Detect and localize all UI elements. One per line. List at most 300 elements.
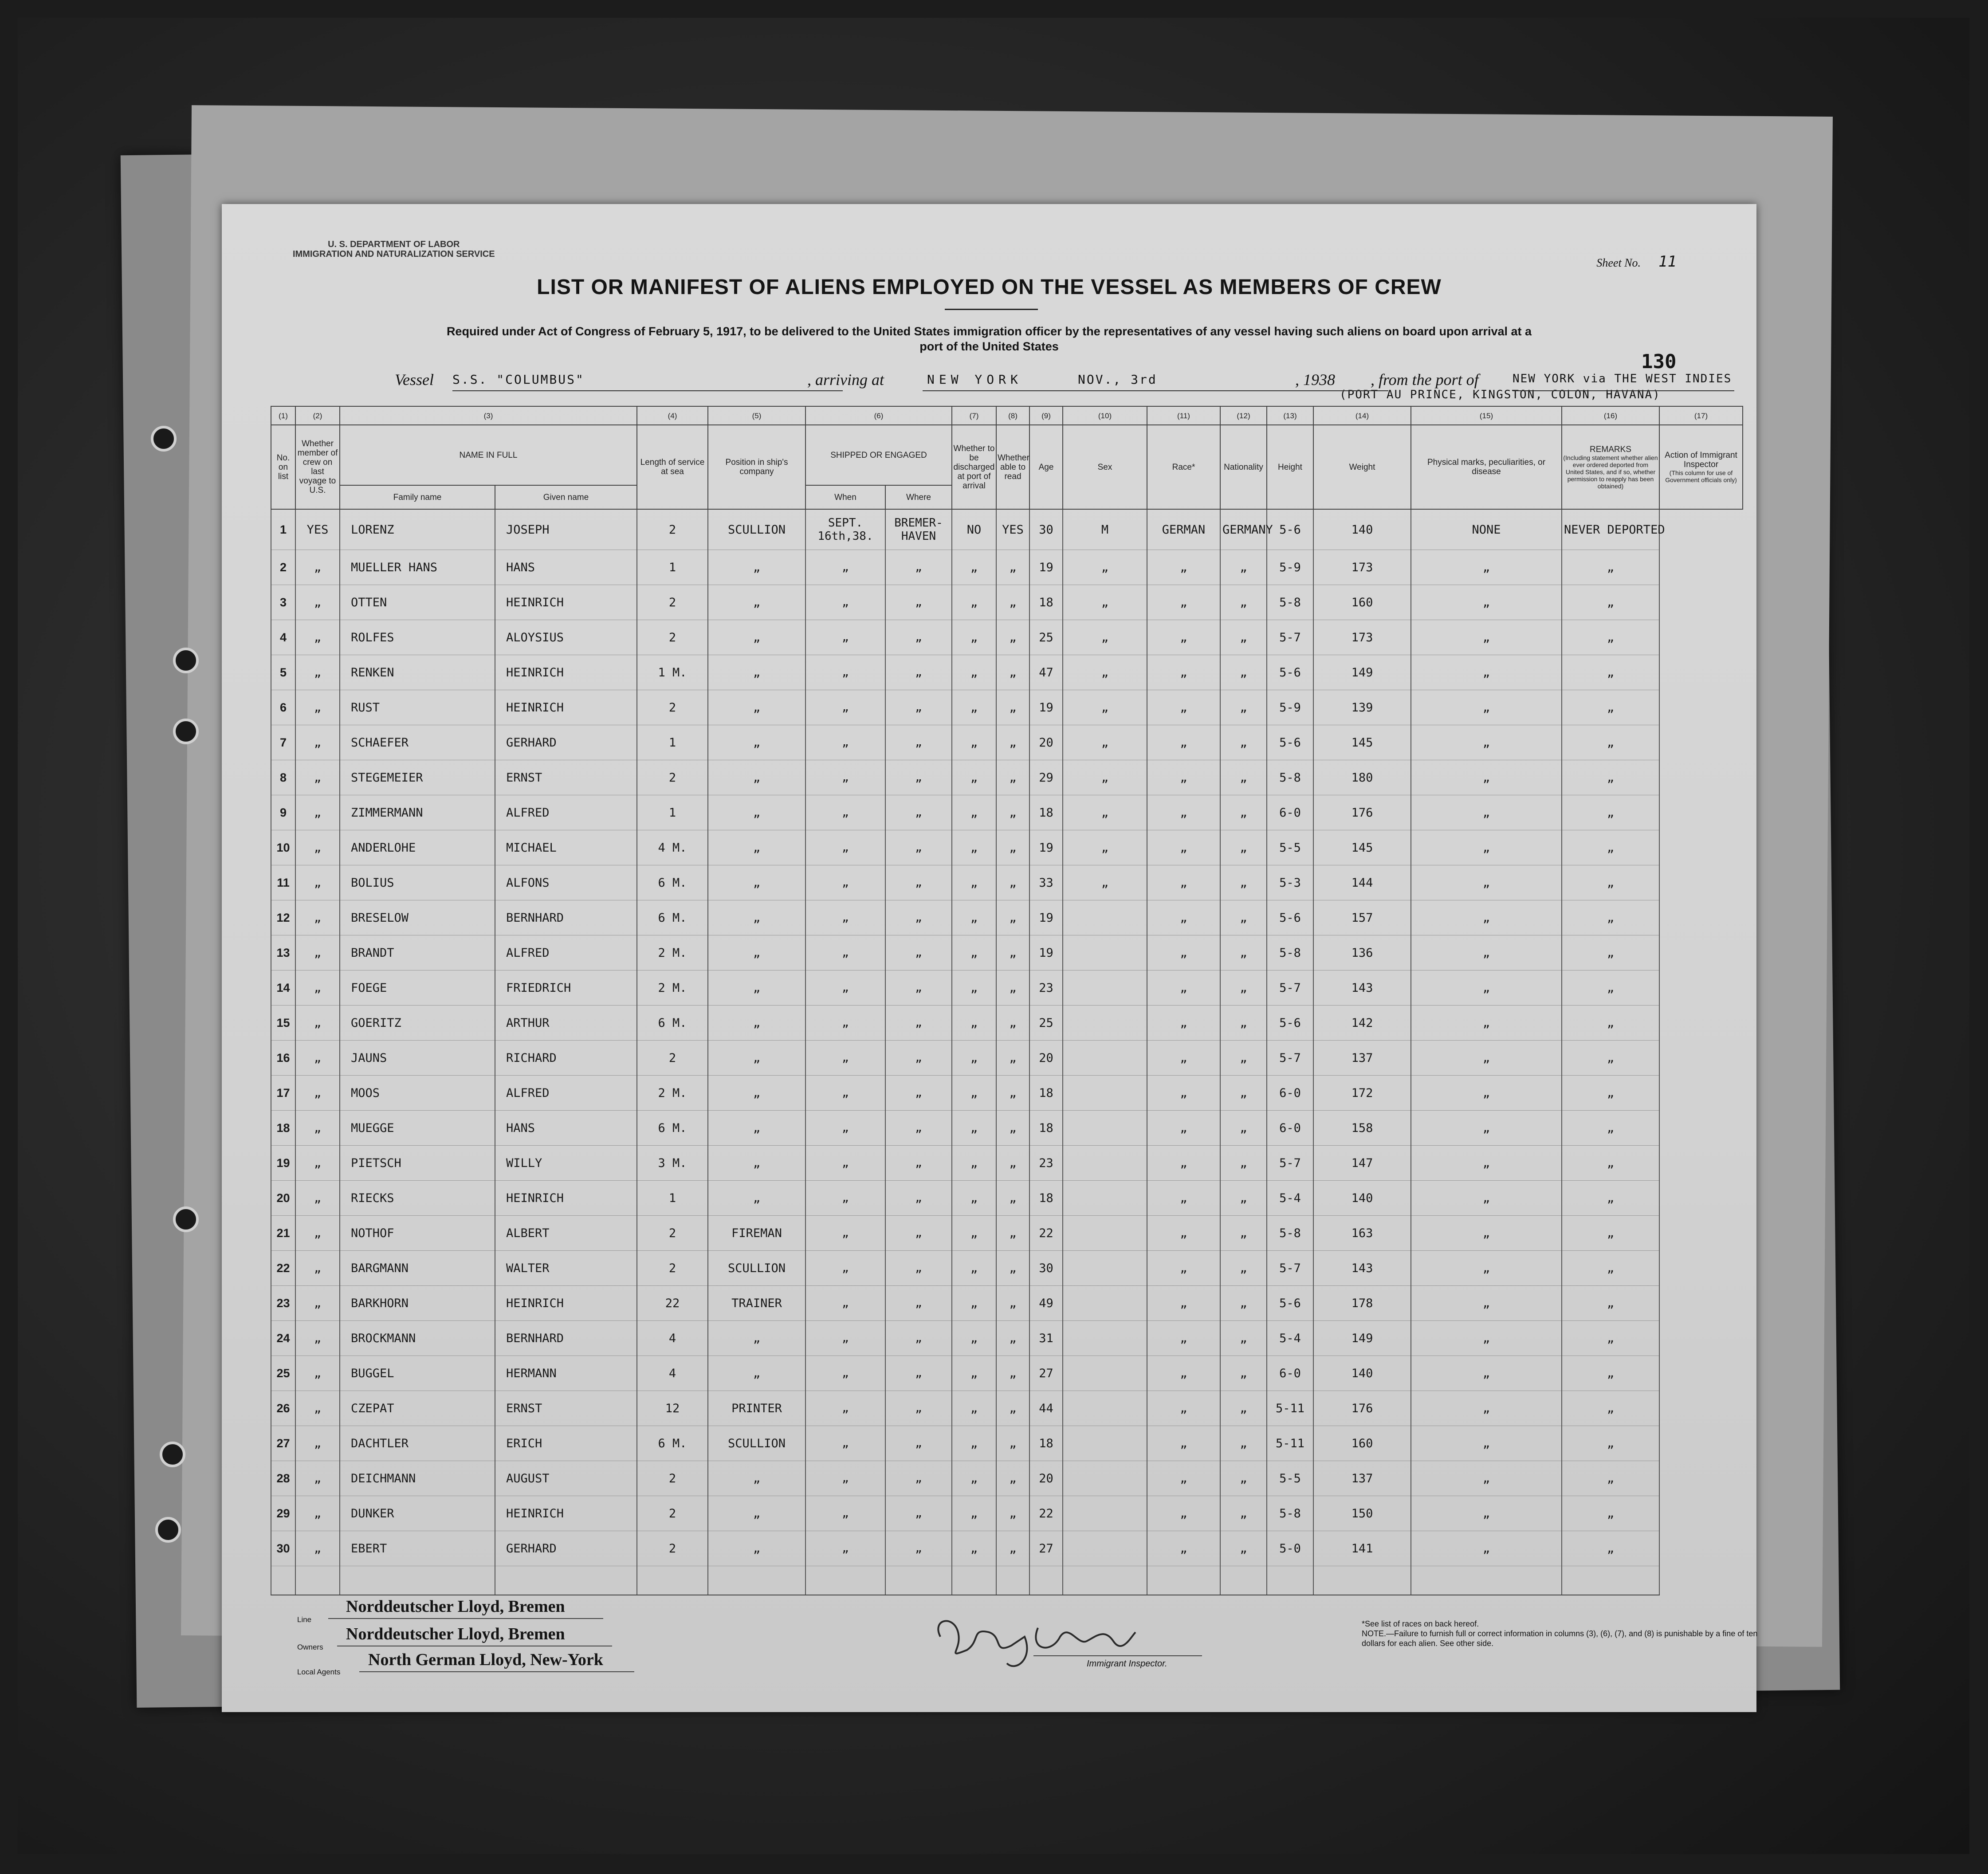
cell-position: „ [708,900,805,935]
cell-given-name: HANS [495,1111,637,1146]
cell-height: 5-5 [1267,830,1313,865]
cell-weight: 150 [1313,1496,1411,1531]
cell-shipped-when: „ [805,760,885,795]
cell-shipped-when: „ [805,1496,885,1531]
crew-manifest-table [271,406,1743,1595]
cell-shipped-when: „ [805,1426,885,1461]
arrival-port: NEW YORK [927,372,1022,387]
cell-position: „ [708,1461,805,1496]
header-discharged: Whether to be discharged at port of arrival [952,425,996,509]
cell-previous-voyage: „ [295,1216,340,1251]
table-row [271,1041,1743,1076]
cell-row-number: 7 [271,725,295,760]
col-num: (4) [637,406,708,425]
cell-previous-voyage: „ [295,1286,340,1321]
cell-length-of-service: 6 M. [637,865,708,900]
cell-race: „ [1147,620,1220,655]
cell-nationality: „ [1220,760,1267,795]
cell-family-name: NOTHOF [340,1216,495,1251]
cell-to-be-discharged: „ [952,900,996,935]
cell-row-number: 26 [271,1391,295,1426]
empty-cell [708,1566,805,1595]
cell-height: 5-8 [1267,760,1313,795]
cell-length-of-service: 2 M. [637,1076,708,1111]
header-shipped: SHIPPED OR ENGAGED [805,425,952,485]
cell-physical-marks: „ [1411,1531,1562,1566]
cell-sex: „ [1063,795,1147,830]
cell-row-number: 27 [271,1426,295,1461]
line-label: Line [297,1615,312,1624]
cell-row-number: 12 [271,900,295,935]
header-nationality: Nationality [1220,425,1267,509]
cell-physical-marks: „ [1411,1111,1562,1146]
cell-row-number: 10 [271,830,295,865]
cell-race: „ [1147,1076,1220,1111]
cell-sex [1063,1426,1147,1461]
cell-weight: 173 [1313,620,1411,655]
cell-shipped-where: „ [885,1461,952,1496]
cell-shipped-where: „ [885,795,952,830]
cell-given-name: ALFONS [495,865,637,900]
cell-height: 5-4 [1267,1321,1313,1356]
cell-family-name: SCHAEFER [340,725,495,760]
cell-nationality: „ [1220,1216,1267,1251]
cell-to-be-discharged: „ [952,1146,996,1181]
cell-sex [1063,1321,1147,1356]
table-row [271,1356,1743,1391]
cell-position: „ [708,795,805,830]
cell-weight: 160 [1313,1426,1411,1461]
cell-family-name: MOOS [340,1076,495,1111]
cell-given-name: HERMANN [495,1356,637,1391]
empty-cell [1267,1566,1313,1595]
cell-age: 18 [1029,1426,1063,1461]
header-action [1659,425,1743,509]
table-row [271,760,1743,795]
departure-ports-via: (PORT AU PRINCE, KINGSTON, COLON, HAVANA) [1340,388,1661,401]
cell-row-number: 21 [271,1216,295,1251]
cell-physical-marks: „ [1411,865,1562,900]
cell-previous-voyage: „ [295,1251,340,1286]
cell-to-be-discharged: „ [952,1006,996,1041]
cell-previous-voyage: „ [295,795,340,830]
cell-given-name: RICHARD [495,1041,637,1076]
cell-physical-marks: „ [1411,1216,1562,1251]
cell-shipped-where: „ [885,1496,952,1531]
cell-sex: „ [1063,830,1147,865]
cell-position: „ [708,1496,805,1531]
cell-position: „ [708,1006,805,1041]
cell-previous-voyage: „ [295,1321,340,1356]
cell-shipped-when: „ [805,1076,885,1111]
page-subtitle [346,324,1632,354]
cell-given-name: ALFRED [495,795,637,830]
col-num: (13) [1267,406,1313,425]
cell-length-of-service: 2 [637,1531,708,1566]
cell-weight: 137 [1313,1461,1411,1496]
cell-remarks: „ [1562,1496,1659,1531]
cell-nationality: „ [1220,585,1267,620]
cell-sex [1063,1496,1147,1531]
cell-nationality: „ [1220,900,1267,935]
cell-position: SCULLION [708,1251,805,1286]
cell-race: „ [1147,690,1220,725]
cell-nationality: „ [1220,830,1267,865]
cell-to-be-discharged: „ [952,1286,996,1321]
agents-label: Local Agents [297,1668,341,1676]
header-no-on-list: No. on list [271,425,295,509]
cell-length-of-service: 22 [637,1286,708,1321]
cell-family-name: DUNKER [340,1496,495,1531]
cell-given-name: HEINRICH [495,1286,637,1321]
cell-to-be-discharged: „ [952,935,996,970]
remarks-note: (Including statement whether alien ever ordered deported from United States, and if so, whether permission to reapply has been obtained) [1563,454,1658,490]
punch-hole [173,1206,199,1232]
cell-weight: 140 [1313,509,1411,550]
cell-weight: 144 [1313,865,1411,900]
cell-shipped-where: „ [885,1111,952,1146]
cell-weight: 149 [1313,1321,1411,1356]
cell-position: SCULLION [708,1426,805,1461]
cell-remarks: „ [1562,1286,1659,1321]
cell-able-to-read: „ [996,1496,1029,1531]
cell-position: „ [708,1531,805,1566]
cell-length-of-service: 4 [637,1321,708,1356]
cell-nationality: „ [1220,970,1267,1006]
cell-sex [1063,935,1147,970]
cell-row-number: 14 [271,970,295,1006]
cell-previous-voyage: „ [295,550,340,585]
punch-hole [173,719,199,744]
cell-nationality: „ [1220,1181,1267,1216]
cell-previous-voyage: „ [295,1356,340,1391]
cell-able-to-read: „ [996,1356,1029,1391]
cell-length-of-service: 3 M. [637,1146,708,1181]
cell-age: 22 [1029,1216,1063,1251]
cell-family-name: RENKEN [340,655,495,690]
cell-height: 5-6 [1267,1006,1313,1041]
cell-remarks: „ [1562,1461,1659,1496]
cell-to-be-discharged: „ [952,1216,996,1251]
cell-race: „ [1147,1391,1220,1426]
cell-sex [1063,1286,1147,1321]
table-row [271,1496,1743,1531]
cell-nationality: „ [1220,1391,1267,1426]
cell-shipped-where: „ [885,935,952,970]
cell-length-of-service: 2 [637,509,708,550]
table-row [271,1531,1743,1566]
cell-to-be-discharged: „ [952,1461,996,1496]
cell-race: „ [1147,1426,1220,1461]
cell-race: „ [1147,865,1220,900]
cell-shipped-when: „ [805,1146,885,1181]
cell-shipped-where: „ [885,1391,952,1426]
header-family-name: Family name [340,485,495,509]
cell-height: 5-11 [1267,1426,1313,1461]
cell-sex: M [1063,509,1147,550]
cell-family-name: CZEPAT [340,1391,495,1426]
cell-height: 5-6 [1267,900,1313,935]
cell-physical-marks: „ [1411,1251,1562,1286]
cell-family-name: DEICHMANN [340,1461,495,1496]
cell-weight: 173 [1313,550,1411,585]
empty-cell [495,1566,637,1595]
arrival-date: NOV., 3rd [1078,372,1157,387]
footer-notes [1362,1619,1761,1648]
subtitle-line-2: port of the United States [919,340,1059,353]
cell-position: „ [708,1321,805,1356]
cell-able-to-read: „ [996,1531,1029,1566]
cell-height: 6-0 [1267,1111,1313,1146]
cell-position: „ [708,725,805,760]
cell-weight: 142 [1313,1006,1411,1041]
cell-remarks: „ [1562,620,1659,655]
table-row [271,865,1743,900]
cell-physical-marks: „ [1411,1426,1562,1461]
col-num: (14) [1313,406,1411,425]
cell-age: 19 [1029,690,1063,725]
cell-position: „ [708,585,805,620]
cell-sex: „ [1063,865,1147,900]
cell-weight: 178 [1313,1286,1411,1321]
cell-previous-voyage: „ [295,760,340,795]
col-num: (7) [952,406,996,425]
cell-nationality: „ [1220,550,1267,585]
cell-row-number: 16 [271,1041,295,1076]
cell-position: „ [708,655,805,690]
cell-position: „ [708,830,805,865]
col-num: (17) [1659,406,1743,425]
cell-race: „ [1147,1321,1220,1356]
cell-weight: 145 [1313,725,1411,760]
table-row [271,1076,1743,1111]
cell-physical-marks: „ [1411,795,1562,830]
col-num: (11) [1147,406,1220,425]
punch-hole [173,648,199,673]
cell-family-name: BOLIUS [340,865,495,900]
cell-given-name: ARTHUR [495,1006,637,1041]
cell-physical-marks: „ [1411,1041,1562,1076]
cell-shipped-when: „ [805,655,885,690]
table-row [271,1111,1743,1146]
cell-length-of-service: 1 [637,725,708,760]
cell-age: 18 [1029,1181,1063,1216]
cell-shipped-when: „ [805,830,885,865]
cell-previous-voyage: „ [295,865,340,900]
manifest-table-wrap [271,406,1743,1595]
cell-family-name: ROLFES [340,620,495,655]
cell-sex: „ [1063,760,1147,795]
cell-to-be-discharged: „ [952,1111,996,1146]
manifest-sheet [222,204,1756,1712]
cell-family-name: ZIMMERMANN [340,795,495,830]
cell-given-name: ERNST [495,760,637,795]
cell-family-name: FOEGE [340,970,495,1006]
cell-family-name: RUST [340,690,495,725]
cell-physical-marks: „ [1411,550,1562,585]
table-row [271,1391,1743,1426]
cell-race: „ [1147,935,1220,970]
empty-cell [1029,1566,1063,1595]
cell-height: 5-7 [1267,620,1313,655]
vessel-label: Vessel [395,371,434,389]
table-row [271,509,1743,550]
cell-able-to-read: „ [996,655,1029,690]
header-given-name: Given name [495,485,637,509]
cell-row-number: 6 [271,690,295,725]
cell-age: 25 [1029,1006,1063,1041]
cell-to-be-discharged: „ [952,1496,996,1531]
cell-remarks: „ [1562,1181,1659,1216]
cell-length-of-service: 2 M. [637,935,708,970]
cell-position: „ [708,620,805,655]
cell-family-name: BRANDT [340,935,495,970]
cell-age: 20 [1029,1461,1063,1496]
cell-able-to-read: „ [996,1426,1029,1461]
cell-physical-marks: „ [1411,760,1562,795]
cell-given-name: HEINRICH [495,1181,637,1216]
cell-nationality: „ [1220,1146,1267,1181]
cell-family-name: MUELLER HANS [340,550,495,585]
cell-shipped-when: „ [805,795,885,830]
cell-weight: 137 [1313,1041,1411,1076]
cell-physical-marks: „ [1411,1286,1562,1321]
cell-sex [1063,1251,1147,1286]
cell-physical-marks: „ [1411,1006,1562,1041]
cell-to-be-discharged: „ [952,970,996,1006]
line-value: Norddeutscher Lloyd, Bremen [346,1597,565,1616]
header-position: Position in ship's company [708,425,805,509]
cell-shipped-where: „ [885,1181,952,1216]
cell-nationality: „ [1220,1006,1267,1041]
cell-shipped-when: „ [805,1041,885,1076]
cell-shipped-when: „ [805,935,885,970]
races-note: *See list of races on back hereof. [1362,1619,1479,1628]
cell-age: 47 [1029,655,1063,690]
cell-race: „ [1147,1146,1220,1181]
cell-position: „ [708,1041,805,1076]
cell-previous-voyage: „ [295,1146,340,1181]
cell-race: „ [1147,1251,1220,1286]
cell-age: 33 [1029,865,1063,900]
cell-given-name: ALFRED [495,1076,637,1111]
cell-shipped-where: „ [885,1321,952,1356]
col-num: (15) [1411,406,1562,425]
cell-remarks: „ [1562,1321,1659,1356]
arrival-underline [923,390,1388,391]
header-name-in-full: NAME IN FULL [340,425,637,485]
cell-shipped-where: „ [885,1286,952,1321]
cell-sex [1063,1356,1147,1391]
cell-length-of-service: 2 [637,585,708,620]
cell-family-name: EBERT [340,1531,495,1566]
cell-shipped-when: „ [805,1006,885,1041]
col-num: (1) [271,406,295,425]
cell-height: 5-0 [1267,1531,1313,1566]
cell-shipped-where: „ [885,1076,952,1111]
from-port-label: , from the port of [1371,371,1479,389]
col-num: (10) [1063,406,1147,425]
cell-position: PRINTER [708,1391,805,1426]
cell-height: 5-8 [1267,585,1313,620]
cell-sex: „ [1063,690,1147,725]
cell-row-number: 25 [271,1356,295,1391]
cell-nationality: „ [1220,1251,1267,1286]
empty-row [271,1566,1743,1595]
cell-weight: 136 [1313,935,1411,970]
cell-remarks: „ [1562,550,1659,585]
header-sex: Sex [1063,425,1147,509]
cell-to-be-discharged: „ [952,1391,996,1426]
cell-race: „ [1147,725,1220,760]
table-row [271,550,1743,585]
cell-row-number: 5 [271,655,295,690]
cell-able-to-read: „ [996,865,1029,900]
cell-race: „ [1147,1006,1220,1041]
cell-nationality: „ [1220,935,1267,970]
cell-family-name: STEGEMEIER [340,760,495,795]
inspector-label: Immigrant Inspector. [1087,1659,1167,1669]
cell-physical-marks: „ [1411,900,1562,935]
line-underline [328,1618,603,1619]
cell-shipped-when: „ [805,1531,885,1566]
cell-weight: 143 [1313,970,1411,1006]
cell-family-name: LORENZ [340,509,495,550]
cell-age: 29 [1029,760,1063,795]
cell-height: 5-9 [1267,690,1313,725]
cell-remarks: „ [1562,760,1659,795]
cell-length-of-service: 6 M. [637,1111,708,1146]
cell-able-to-read: „ [996,550,1029,585]
cell-shipped-where: „ [885,655,952,690]
cell-race: „ [1147,760,1220,795]
cell-previous-voyage: „ [295,935,340,970]
header-length-service: Length of service at sea [637,425,708,509]
empty-cell [1220,1566,1267,1595]
cell-shipped-when: „ [805,1216,885,1251]
cell-nationality: „ [1220,865,1267,900]
cell-family-name: ANDERLOHE [340,830,495,865]
cell-to-be-discharged: „ [952,795,996,830]
cell-position: „ [708,760,805,795]
cell-remarks: „ [1562,970,1659,1006]
cell-height: 5-7 [1267,1251,1313,1286]
cell-length-of-service: 2 [637,620,708,655]
cell-nationality: „ [1220,1356,1267,1391]
col-num: (5) [708,406,805,425]
page-number: 130 [1641,350,1677,373]
header-row [271,425,1743,485]
header-age: Age [1029,425,1063,509]
page-title: LIST OR MANIFEST OF ALIENS EMPLOYED ON THE VESSEL AS MEMBERS OF CREW [537,275,1442,299]
cell-sex: „ [1063,585,1147,620]
cell-race: „ [1147,550,1220,585]
cell-height: 5-8 [1267,935,1313,970]
empty-cell [637,1566,708,1595]
cell-race: „ [1147,1461,1220,1496]
cell-physical-marks: „ [1411,1146,1562,1181]
cell-length-of-service: 2 [637,690,708,725]
cell-able-to-read: „ [996,1321,1029,1356]
cell-length-of-service: 2 M. [637,970,708,1006]
cell-remarks: „ [1562,725,1659,760]
cell-able-to-read: „ [996,935,1029,970]
empty-cell [1147,1566,1220,1595]
cell-length-of-service: 1 [637,795,708,830]
cell-family-name: OTTEN [340,585,495,620]
cell-to-be-discharged: „ [952,655,996,690]
cell-to-be-discharged: „ [952,1041,996,1076]
